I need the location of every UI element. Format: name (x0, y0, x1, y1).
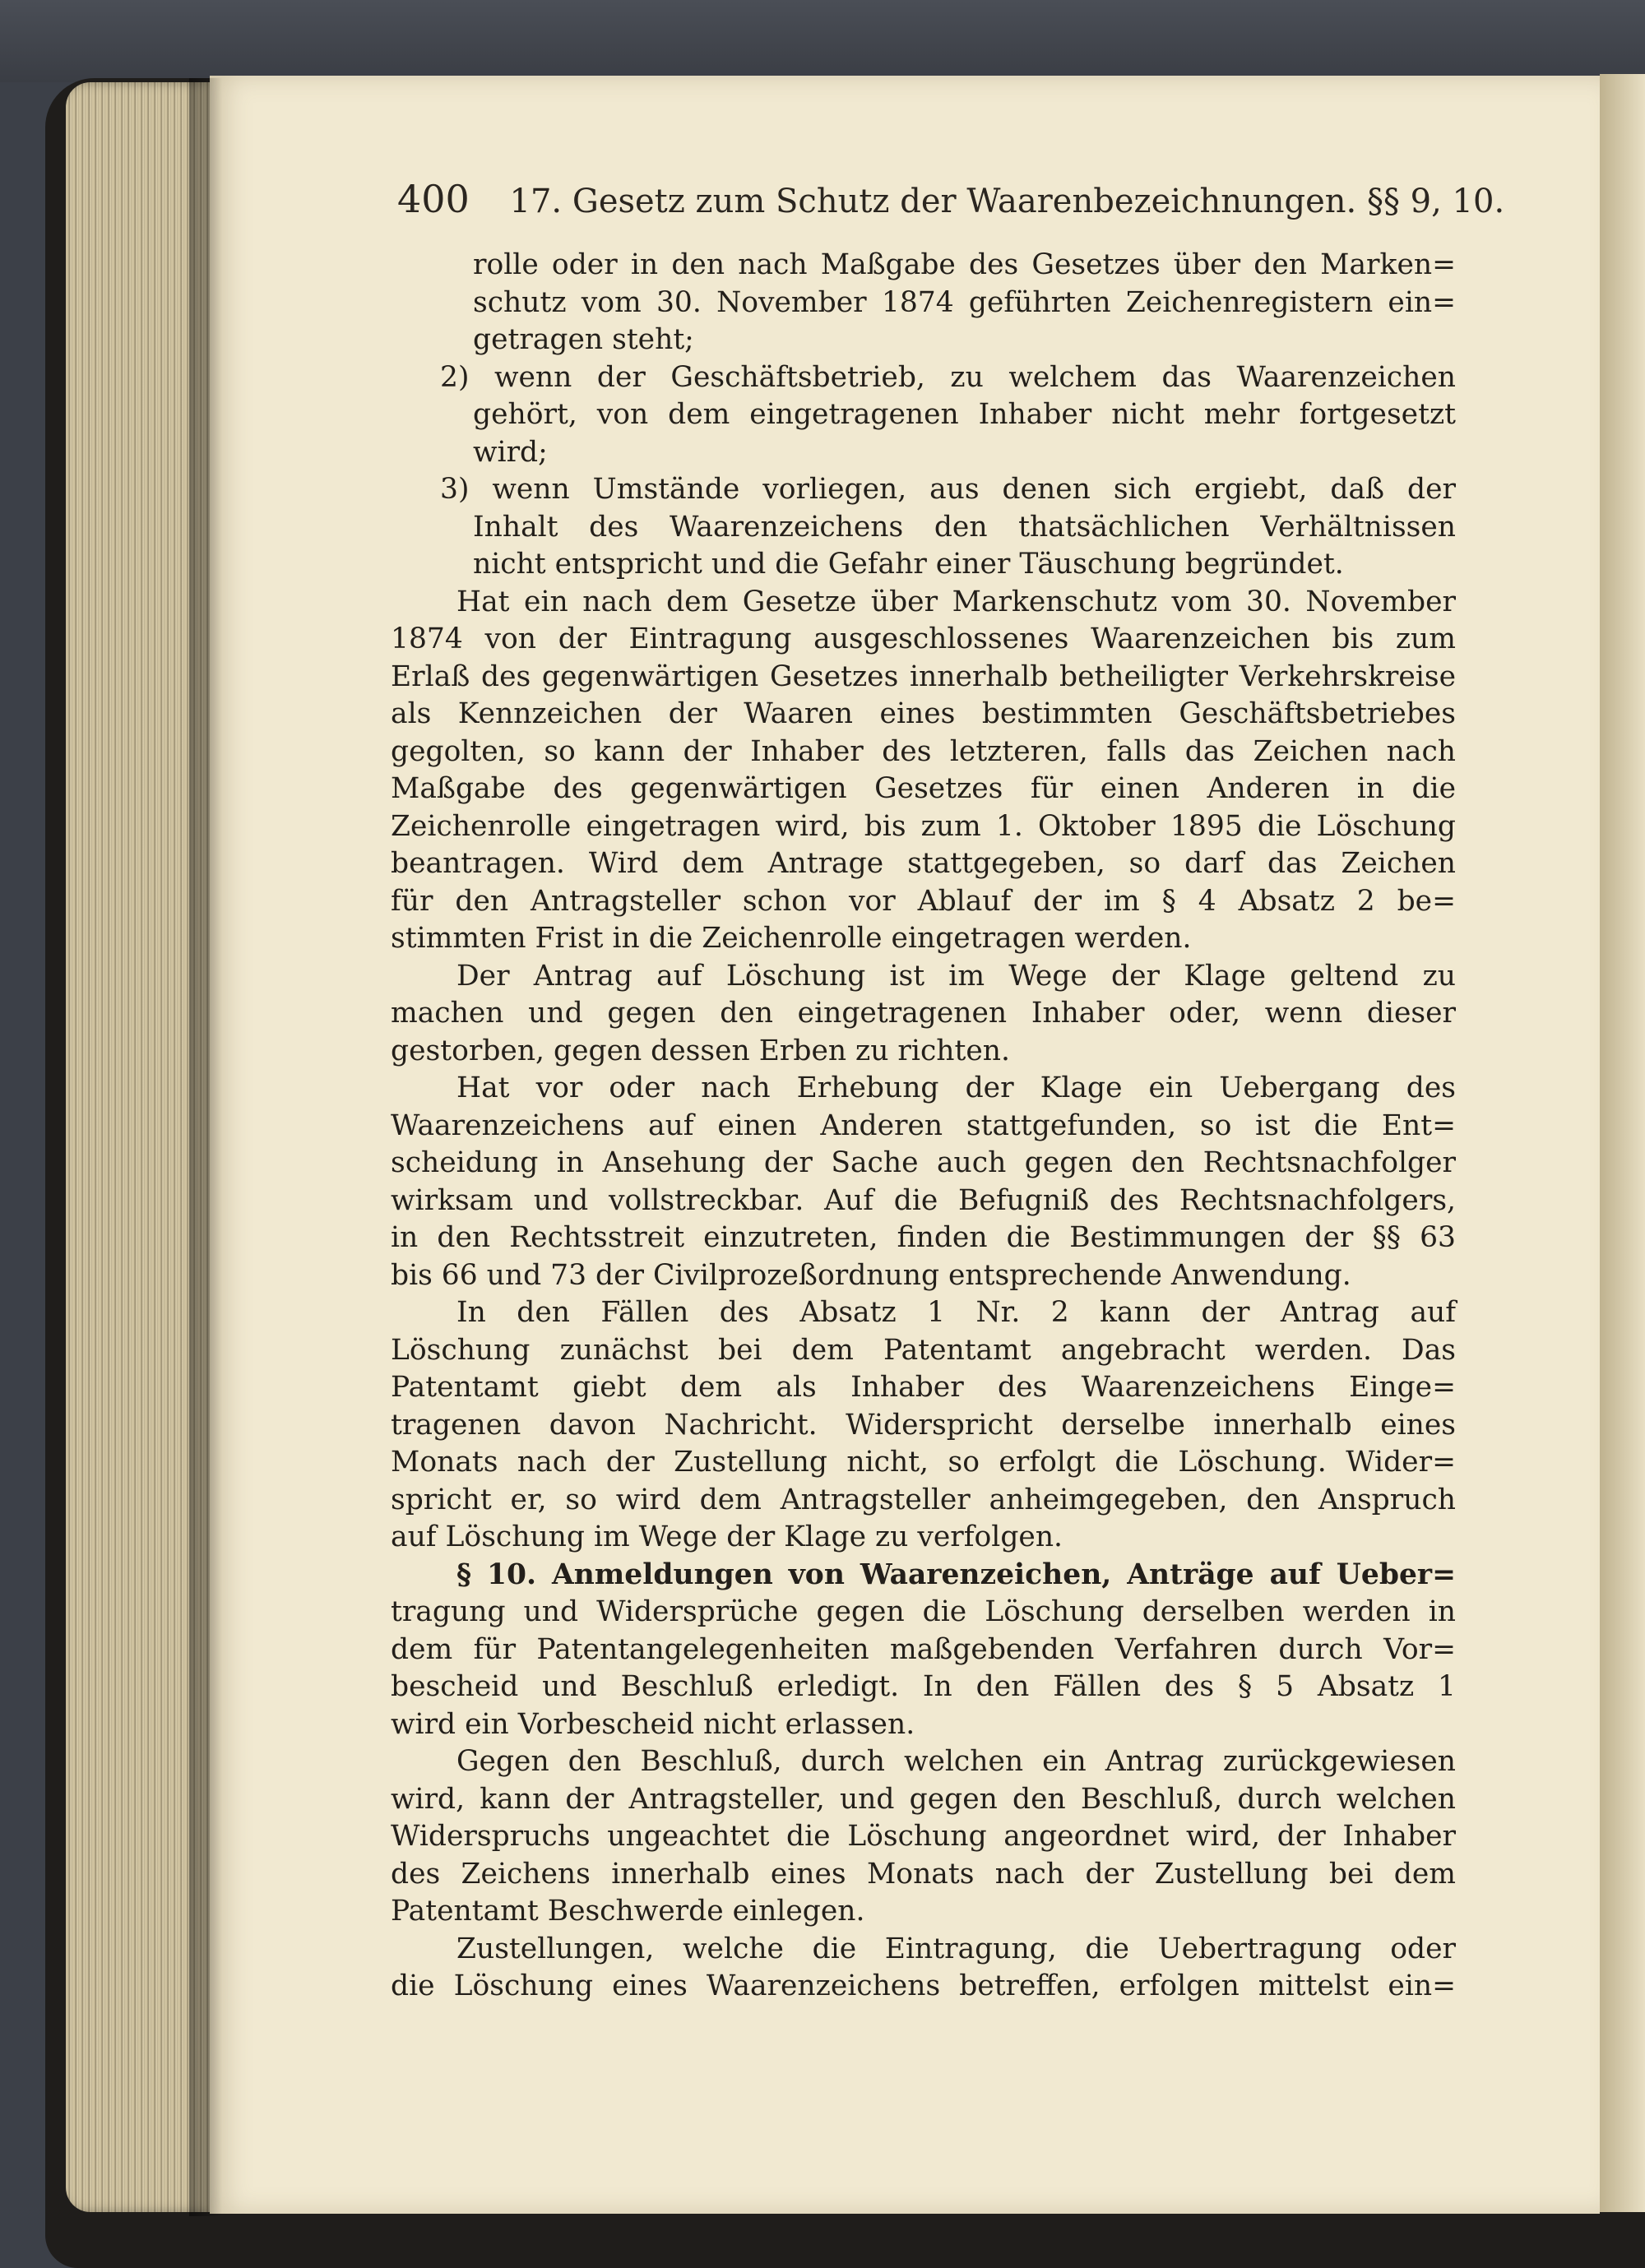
text-line: Erlaß des gegenwärtigen Gesetzes innerhalb betheiligter Verkehrskreise (391, 660, 1456, 693)
text-line: Der Antrag auf Löschung ist im Wege der Klage geltend zu (456, 959, 1456, 993)
facing-page-edge (1600, 74, 1645, 2212)
text-line: Hat vor oder nach Erhebung der Klage ein Uebergang des (456, 1072, 1456, 1104)
text-line: tragenen davon Nachricht. Widerspricht derselbe innerhalb eines (391, 1408, 1456, 1442)
text-line: machen und gegen den eingetragenen Inhaber oder, wenn dieser (391, 997, 1456, 1030)
text-line: beantragen. Wird dem Antrage stattgegeben, so darf das Zeichen (391, 847, 1456, 880)
text-line: scheidung in Ansehung der Sache auch gegen den Rechtsnachfolger (391, 1146, 1456, 1179)
text-line: Waarenzeichens auf einen Anderen stattgefunden, so ist die Ent= (391, 1109, 1456, 1142)
text-line: Maßgabe des gegenwärtigen Gesetzes für einen Anderen in die (391, 772, 1456, 805)
running-header (397, 173, 1505, 225)
text-line: rolle oder in den nach Maßgabe des Gesetzes über den Marken= (473, 248, 1456, 281)
text-line: schutz vom 30. November 1874 geführten Zeichenregistern ein= (473, 285, 1456, 319)
text-line: tragung und Widersprüche gegen die Löschung derselben werden in (391, 1595, 1456, 1628)
text-line: gegolten, so kann der Inhaber des letzteren, falls das Zeichen nach (391, 734, 1456, 768)
text-line: Zeichenrolle eingetragen wird, bis zum 1. Oktober 1895 die Löschung (391, 809, 1456, 843)
text-line: 2) wenn der Geschäftsbetrieb, zu welchem das Waarenzeichen (440, 360, 1456, 394)
text-line: 3) wenn Umstände vorliegen, aus denen sich ergiebt, daß der (440, 473, 1456, 506)
text-line: stimmten Frist in die Zeichenrolle eingetragen werden. (391, 922, 1192, 955)
text-line: wirksam und vollstreckbar. Auf die Befugniß des Rechtsnachfolgers, (391, 1183, 1456, 1217)
section-heading-line: § 10. Anmeldungen von Waarenzeichen, Anträge auf Ueber= (456, 1558, 1456, 1591)
text-line: wird; (473, 435, 548, 469)
text-line: als Kennzeichen der Waaren eines bestimmten Geschäftsbetriebes (391, 697, 1456, 730)
text-line: Inhalt des Waarenzeichens den thatsächlichen Verhältnissen (473, 510, 1456, 544)
text-line: für den Antragsteller schon vor Ablauf der im § 4 Absatz 2 be= (391, 884, 1456, 918)
text-line: getragen steht; (473, 323, 694, 356)
text-line: In den Fällen des Absatz 1 Nr. 2 kann der Antrag auf (456, 1296, 1456, 1329)
page-number: 400 (397, 177, 470, 221)
text-line: wird ein Vorbescheid nicht erlassen. (391, 1707, 915, 1741)
text-line: nicht entspricht und die Gefahr einer Täuschung begründet. (473, 548, 1344, 581)
background (0, 0, 1645, 82)
running-title: 17. Gesetz zum Schutz der Waarenbezeichnungen. §§ 9, 10. (509, 183, 1505, 220)
text-line: Gegen den Beschluß, durch welchen ein Antrag zurückgewiesen (456, 1745, 1456, 1778)
text-line: Monats nach der Zustellung nicht, so erfolgt die Löschung. Wider= (391, 1446, 1456, 1479)
text-line: Zustellungen, welche die Eintragung, die Uebertragung oder (456, 1932, 1456, 1965)
text-line: auf Löschung im Wege der Klage zu verfolgen. (391, 1520, 1063, 1553)
text-line: des Zeichens innerhalb eines Monats nach der Zustellung bei dem (391, 1857, 1456, 1891)
text-line: gestorben, gegen dessen Erben zu richten. (391, 1034, 1010, 1067)
text-line: Patentamt Beschwerde einlegen. (391, 1895, 865, 1928)
text-line: 1874 von der Eintragung ausgeschlossenes Waarenzeichen bis zum (391, 623, 1456, 655)
text-line: Widerspruchs ungeachtet die Löschung angeordnet wird, der Inhaber (391, 1820, 1456, 1853)
text-line: wird, kann der Antragsteller, und gegen den Beschluß, durch welchen (391, 1782, 1456, 1816)
text-line: bis 66 und 73 der Civilprozeßordnung entsprechende Anwendung. (391, 1258, 1351, 1292)
text-line: in den Rechtsstreit einzutreten, finden die Bestimmungen der §§ 63 (391, 1221, 1456, 1254)
text-line: spricht er, so wird dem Antragsteller anheimgegeben, den Anspruch (391, 1483, 1456, 1516)
text-line: dem für Patentangelegenheiten maßgebenden Verfahren durch Vor= (391, 1632, 1456, 1666)
text-line: Patentamt giebt dem als Inhaber des Waarenzeichens Einge= (391, 1371, 1456, 1404)
body-text (391, 247, 1456, 2006)
text-line: Hat ein nach dem Gesetze über Markenschutz vom 30. November (456, 585, 1456, 618)
text-line: Löschung zunächst bei dem Patentamt angebracht werden. Das (391, 1333, 1456, 1367)
text-line: bescheid und Beschluß erledigt. In den Fällen des § 5 Absatz 1 (391, 1670, 1456, 1703)
gutter-shadow (189, 78, 222, 2216)
text-line: gehört, von dem eingetragenen Inhaber nicht mehr fortgesetzt (473, 398, 1456, 431)
text-line: die Löschung eines Waarenzeichens betreffen, erfolgen mittelst ein= (391, 1969, 1456, 2002)
